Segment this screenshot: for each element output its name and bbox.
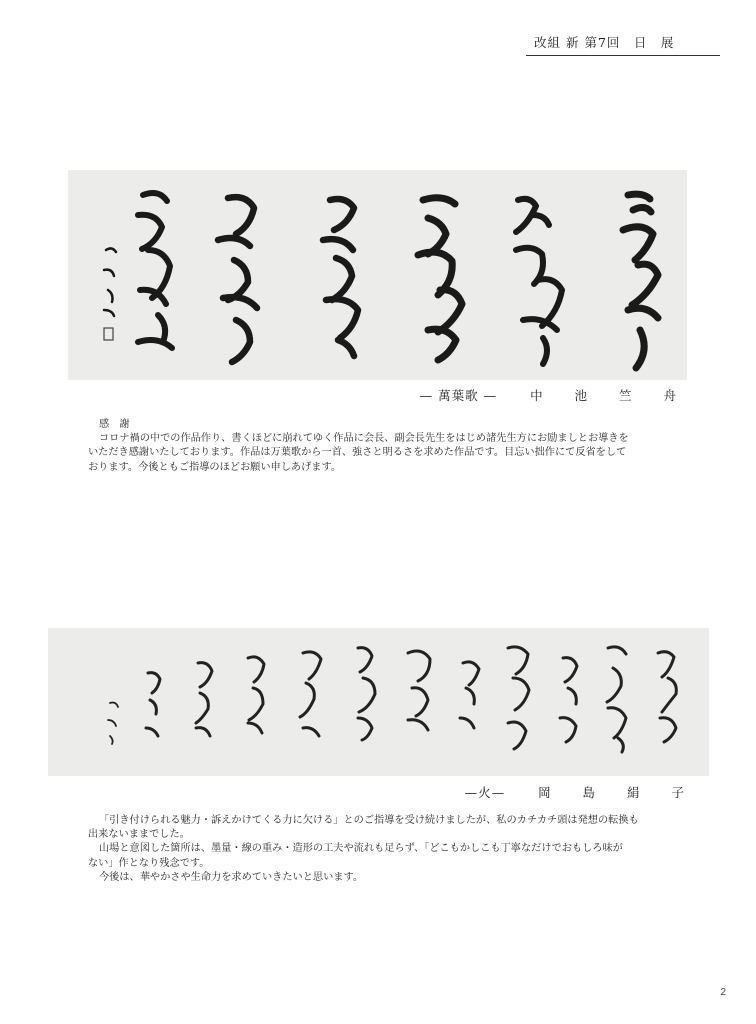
work-2-artist: 岡 島 絹 子	[538, 785, 698, 800]
work-1-caption: — 萬葉歌 — 中 池 竺 舟	[419, 388, 690, 403]
statement-line: いただき感謝いたしております。作品は万葉歌から一首、強さと明るさを求めた作品です。目忘い拙作にて反省をして	[88, 447, 627, 459]
work-1-statement	[88, 418, 673, 475]
statement-line: 山場と意図した箇所は、墨量・線の重み・造形の工夫や流れも足らず、「どこもかしこも丁寧なだけでおもしろ味が	[99, 843, 623, 855]
work-2-genre: 火	[478, 785, 492, 800]
statement-line: おります。今後ともご指導のほどお願い申しあげます。	[88, 461, 342, 473]
work-2-statement	[88, 814, 673, 885]
statement-heading: 感 謝	[99, 419, 130, 430]
statement-line: 出来ないままでした。	[88, 829, 190, 841]
calligraphy-artwork-2	[48, 628, 709, 776]
running-header	[526, 33, 720, 56]
calligraphy-artwork-1	[68, 170, 687, 380]
calligraphy-image-1	[68, 170, 687, 380]
statement-line: ない」作となり残念です。	[88, 857, 210, 869]
statement-line: コロナ禍の中での作品作り、書くほどに崩れてゆく作品に会長、副会長先生をはじめ諸先生方にお励ましとお導きを	[99, 433, 629, 445]
work-2-caption: —火— 岡 島 絹 子	[464, 785, 698, 800]
statement-line: 「引き付けられる魅力・訴えかけてくる力に欠ける」とのご指導を受け続けましたが、私のカチカチ頭は発想の転換も	[99, 815, 639, 826]
page-number: 2	[720, 987, 726, 998]
exhibition-title: 改組 新 第7回 日 展	[534, 35, 675, 50]
work-1-genre: 萬葉歌	[438, 388, 479, 403]
work-1-artist: 中 池 竺 舟	[530, 388, 690, 403]
calligraphy-image-2	[48, 628, 709, 776]
statement-line: 今後は、華やかさや生命力を求めていきたいと思います。	[99, 871, 364, 883]
